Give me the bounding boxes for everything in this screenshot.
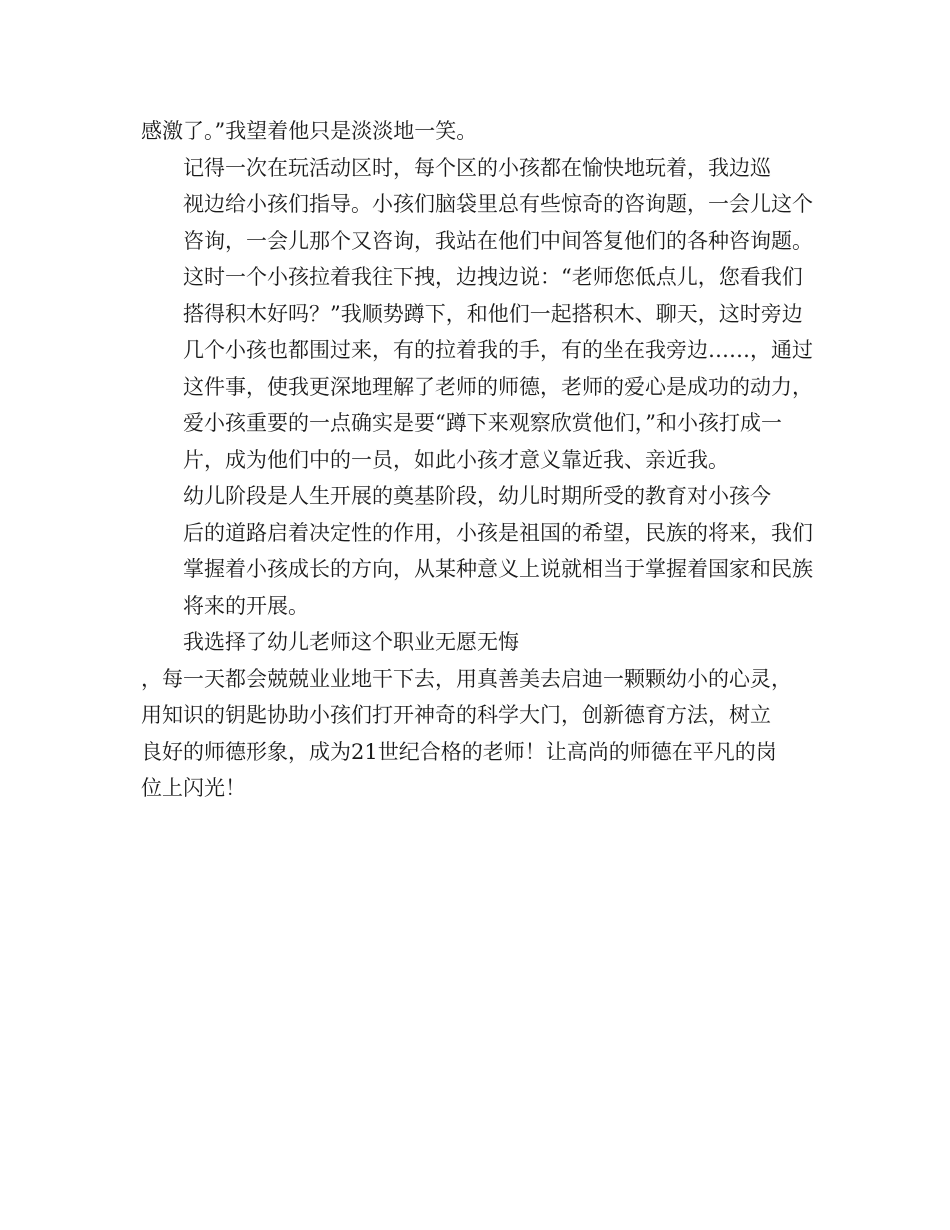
paragraph-2 [141, 150, 841, 479]
paragraph-4 [141, 624, 841, 661]
text-line: 将来的开展。 [183, 593, 309, 618]
text-line: 记得一次在玩活动区时，每个区的小孩都在愉快地玩着，我边巡 [183, 155, 771, 180]
text-line: 幼儿阶段是人生开展的奠基阶段，幼儿时期所受的教育对小孩今 [183, 484, 771, 508]
text-line: ，每一天都会兢兢业业地干下去，用真善美去启迪一颗颗幼小的心灵， [141, 666, 792, 691]
paragraph-5 [141, 661, 841, 807]
text-line: 位上闪光！ [141, 776, 246, 800]
text-line: 后的道路启着决定性的作用，小孩是祖国的希望，民族的将来，我们 [183, 520, 813, 545]
body-text [141, 113, 841, 807]
text-line: 咨询，一会儿那个又咨询，我站在他们中间答复他们的各种咨询题。 [183, 228, 813, 253]
text-line: 我选择了幼儿老师这个职业无愿无悔 [183, 630, 519, 654]
text-line: 视边给小孩们指导。小孩们脑袋里总有些惊奇的咨询题，一会儿这个 [183, 192, 813, 216]
text-line: 几个小孩也都围过来，有的拉着我的手，有的坐在我旁边……，通过 [183, 338, 813, 362]
paragraph-3 [141, 478, 841, 624]
text-line: 良好的师德形象，成为21世纪合格的老师！让高尚的师德在平凡的岗 [141, 739, 777, 764]
text-line: 片，成为他们中的一员，如此小孩才意义靠近我、亲近我。 [183, 447, 729, 472]
text-line: 感激了。”我望着他只是淡淡地一笑。 [141, 119, 478, 143]
paragraph-1 [141, 113, 841, 150]
text-line: 用知识的钥匙协助小孩们打开神奇的科学大门，创新德育方法，树立 [141, 703, 771, 727]
text-line: 这件事，使我更深地理解了老师的师德，老师的爱心是成功的动力， [183, 374, 813, 399]
text-line: 爱小孩重要的一点确实是要“蹲下来观察欣赏他们，”和小孩打成一 [183, 411, 782, 435]
text-line: 搭得积木好吗？”我顺势蹲下，和他们一起搭积木、聊天，这时旁边 [183, 301, 803, 326]
text-line: 这时一个小孩拉着我往下拽，边拽边说：“老师您低点儿，您看我们 [183, 265, 803, 289]
text-line: 掌握着小孩成长的方向，从某种意义上说就相当于掌握着国家和民族 [183, 557, 813, 581]
